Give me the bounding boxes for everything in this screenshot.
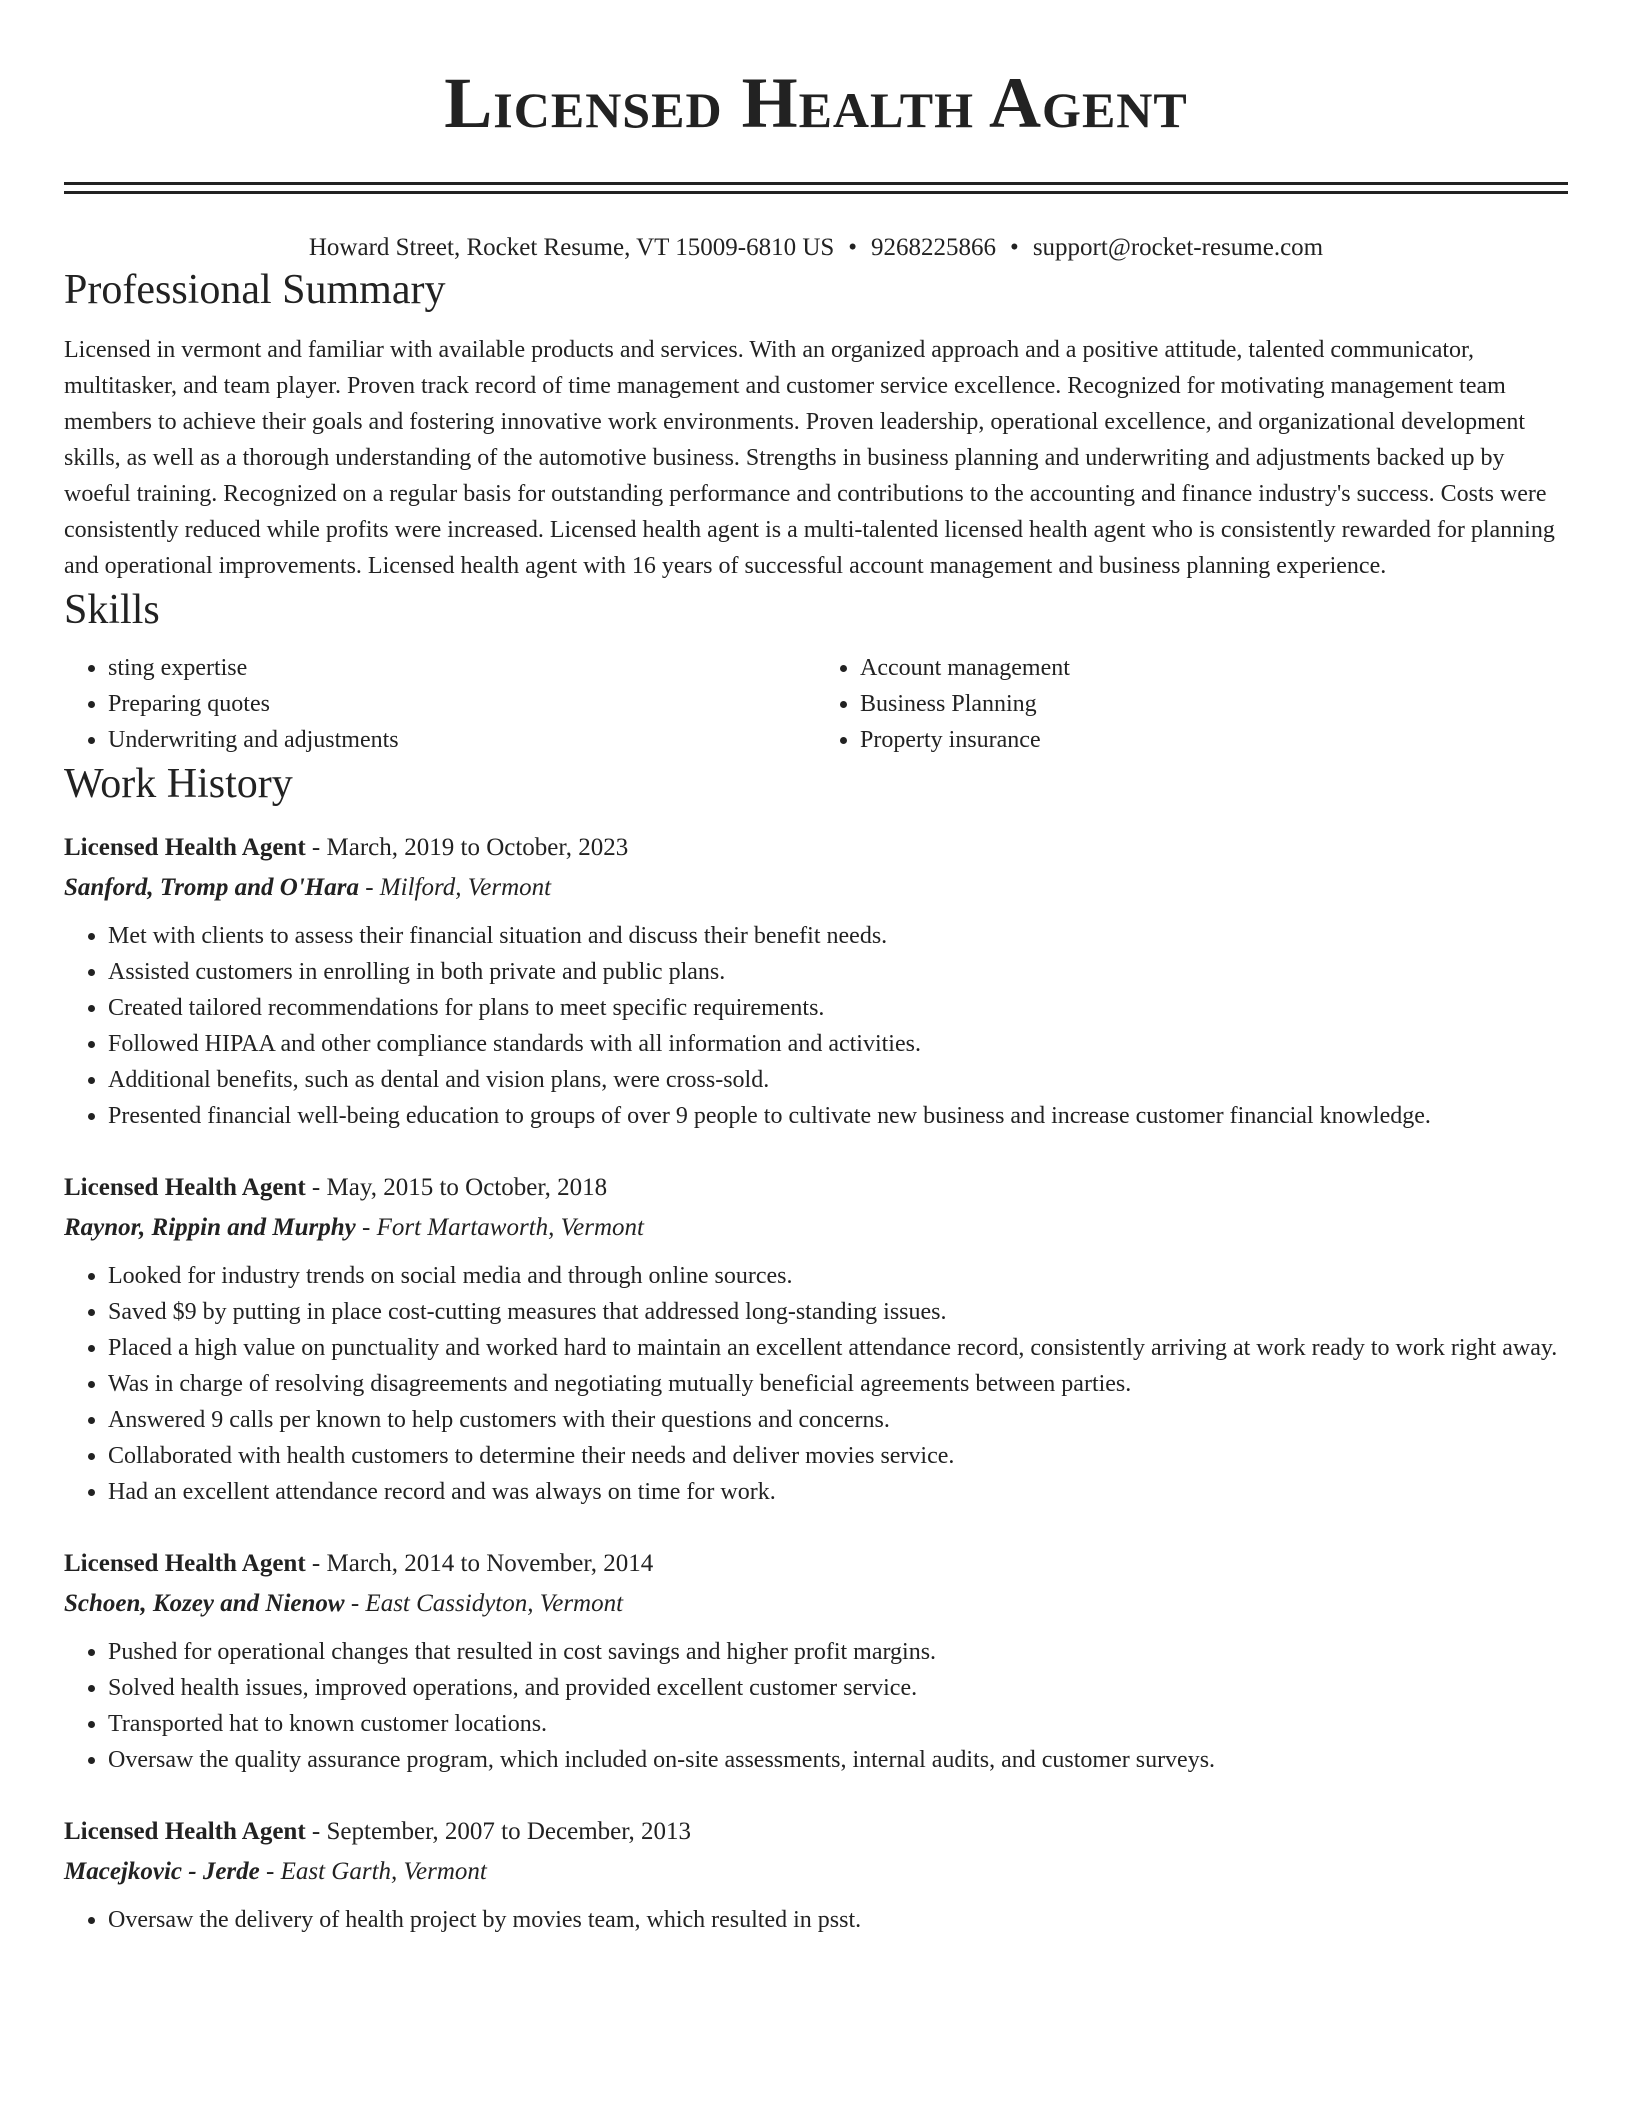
job-bullet: • Solved health issues, improved operations, and provided excellent customer service. xyxy=(108,1670,1568,1706)
job-company: Macejkovic - Jerde xyxy=(64,1858,260,1885)
job-entry xyxy=(64,1544,1568,1778)
job-bullet: • Had an excellent attendance record and was always on time for work. xyxy=(108,1474,1568,1510)
job-title: Licensed Health Agent xyxy=(64,1550,306,1577)
job-bullet: • Looked for industry trends on social media and through online sources. xyxy=(108,1258,1568,1294)
job-title-line xyxy=(64,1168,1568,1208)
job-bullet: • Created tailored recommendations for plans to meet specific requirements. xyxy=(108,990,1568,1026)
skill-item: • Account management xyxy=(860,650,1568,686)
job-dates: - March, 2014 to November, 2014 xyxy=(305,1550,654,1577)
skill-item: • Underwriting and adjustments xyxy=(108,722,816,758)
job-title: Licensed Health Agent xyxy=(64,1174,306,1201)
job-bullet: • Saved $9 by putting in place cost-cutting measures that addressed long-standing issues. xyxy=(108,1294,1568,1330)
job-company: Sanford, Tromp and O'Hara xyxy=(64,874,359,901)
job-company: Schoen, Kozey and Nienow xyxy=(64,1590,345,1617)
job-location: - East Garth, Vermont xyxy=(259,1858,487,1885)
contact-separator: • xyxy=(1010,234,1019,261)
job-dates: - September, 2007 to December, 2013 xyxy=(305,1818,692,1845)
job-bullet: • Placed a high value on punctuality and worked hard to maintain an excellent attendance record, consistently arriving at work ready to work right away. xyxy=(108,1330,1568,1366)
job-bullet: • Oversaw the delivery of health project by movies team, which resulted in psst. xyxy=(108,1902,1568,1938)
job-bullet: • Pushed for operational changes that resulted in cost savings and higher profit margins. xyxy=(108,1634,1568,1670)
work-history-heading: Work History xyxy=(64,761,293,807)
job-location: - East Cassidyton, Vermont xyxy=(344,1590,624,1617)
job-bullet: • Oversaw the quality assurance program, which included on-site assessments, internal audits, and customer surveys. xyxy=(108,1742,1568,1778)
contact-email: support@rocket-resume.com xyxy=(1032,234,1324,261)
job-bullet: • Followed HIPAA and other compliance standards with all information and activities. xyxy=(108,1026,1568,1062)
job-company-line xyxy=(64,1584,1568,1624)
job-dates: - May, 2015 to October, 2018 xyxy=(305,1174,608,1201)
job-bullets xyxy=(64,918,1568,1134)
job-bullet: • Additional benefits, such as dental and vision plans, were cross-sold. xyxy=(108,1062,1568,1098)
job-bullet: • Transported hat to known customer locations. xyxy=(108,1706,1568,1742)
skills-column-left xyxy=(64,650,816,758)
summary-text: Licensed in vermont and familiar with available products and services. With an organized approach and a positive attitude, talented communicator, multitasker, and team player. Proven track record of time management and customer service excellence. Recognized for motivating management team members to achieve their goals and fostering innovative work environments. Proven leadership, operational excellence, and organizational development skills, as well as a thorough understanding of the automotive business. Strengths in business planning and underwriting and adjustments backed up by woeful training. Recognized on a regular basis for outstanding performance and contributions to the accounting and finance industry's success. Costs were consistently reduced while profits were increased. Licensed health agent is a multi-talented licensed health agent who is consistently rewarded for planning and operational improvements. Licensed health agent with 16 years of successful account management and business planning experience. xyxy=(64,337,1555,579)
job-title: Licensed Health Agent xyxy=(64,834,306,861)
job-title-line xyxy=(64,1812,1568,1852)
skill-item: • Preparing quotes xyxy=(108,686,816,722)
job-bullets xyxy=(64,1258,1568,1510)
contact-line xyxy=(64,232,1568,264)
job-company: Raynor, Rippin and Murphy xyxy=(64,1214,356,1241)
job-entry xyxy=(64,828,1568,1134)
job-title: Licensed Health Agent xyxy=(64,1818,306,1845)
summary-heading: Professional Summary xyxy=(64,267,446,313)
job-bullet: • Met with clients to assess their financial situation and discuss their benefit needs. xyxy=(108,918,1568,954)
job-entry xyxy=(64,1168,1568,1510)
skills-column-right xyxy=(816,650,1568,758)
job-title-line xyxy=(64,1544,1568,1584)
skill-item: • sting expertise xyxy=(108,650,816,686)
job-bullets xyxy=(64,1902,1568,1938)
job-dates: - March, 2019 to October, 2023 xyxy=(305,834,629,861)
skill-item: • Business Planning xyxy=(860,686,1568,722)
contact-phone: 9268225866 xyxy=(871,234,997,261)
contact-separator: • xyxy=(848,234,858,261)
job-bullets xyxy=(64,1634,1568,1778)
job-company-line xyxy=(64,1852,1568,1892)
job-title-line xyxy=(64,828,1568,868)
job-location: - Milford, Vermont xyxy=(358,874,552,901)
skill-item: • Property insurance xyxy=(860,722,1568,758)
title-double-rule xyxy=(64,182,1568,194)
job-bullet: • Collaborated with health customers to determine their needs and deliver movies service. xyxy=(108,1438,1568,1474)
job-bullet: • Answered 9 calls per known to help customers with their questions and concerns. xyxy=(108,1402,1568,1438)
job-company-line xyxy=(64,1208,1568,1248)
skills-list xyxy=(64,650,1568,758)
contact-address: Howard Street, Rocket Resume, VT 15009-6810 US xyxy=(308,234,835,261)
skills-heading: Skills xyxy=(64,587,160,633)
job-bullet: • Assisted customers in enrolling in both private and public plans. xyxy=(108,954,1568,990)
job-bullet: • Presented financial well-being education to groups of over 9 people to cultivate new business and increase customer financial knowledge. xyxy=(108,1098,1568,1134)
job-location: - Fort Martaworth, Vermont xyxy=(355,1214,644,1241)
job-bullet: • Was in charge of resolving disagreements and negotiating mutually beneficial agreements between parties. xyxy=(108,1366,1568,1402)
resume-title: Licensed Health Agent xyxy=(444,63,1188,143)
job-company-line xyxy=(64,868,1568,908)
job-entry xyxy=(64,1812,1568,1938)
